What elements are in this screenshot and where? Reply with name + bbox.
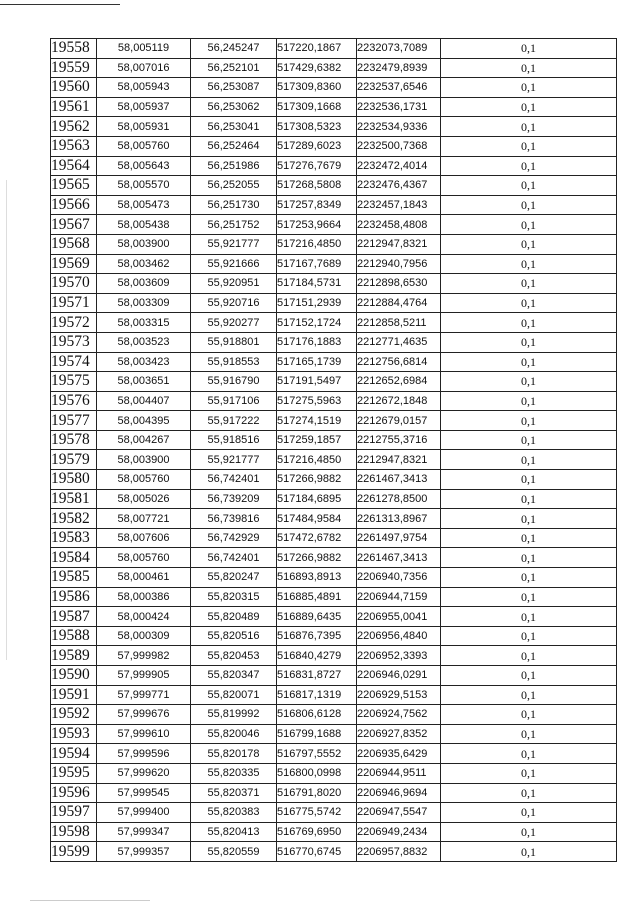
table-row <box>51 313 617 333</box>
x-coordinate-cell: 517472,6782 <box>277 528 357 548</box>
x-coordinate-cell: 517276,7679 <box>277 156 357 176</box>
longitude-cell: 55,820347 <box>191 666 277 686</box>
x-coordinate-cell: 517176,1883 <box>277 332 357 352</box>
y-coordinate-cell: 2232458,4808 <box>357 215 441 235</box>
longitude-cell: 56,742401 <box>191 470 277 490</box>
latitude-cell: 58,004407 <box>97 391 191 411</box>
x-coordinate-cell: 517165,1739 <box>277 352 357 372</box>
latitude-cell: 57,999982 <box>97 646 191 666</box>
y-coordinate-cell: 2212858,5211 <box>357 313 441 333</box>
accuracy-cell: 0,1 <box>441 332 617 352</box>
x-coordinate-cell: 517152,1724 <box>277 313 357 333</box>
accuracy-cell: 0,1 <box>441 274 617 294</box>
y-coordinate-cell: 2232500,7368 <box>357 136 441 156</box>
point-number-cell: 19592 <box>51 705 97 725</box>
accuracy-cell: 0,1 <box>441 313 617 333</box>
point-number-cell: 19586 <box>51 587 97 607</box>
point-number-cell: 19583 <box>51 528 97 548</box>
point-number-cell: 19558 <box>51 39 97 59</box>
scan-artifact-margin <box>6 180 7 660</box>
latitude-cell: 58,005438 <box>97 215 191 235</box>
table-row <box>51 489 617 509</box>
point-number-cell: 19565 <box>51 176 97 196</box>
accuracy-cell: 0,1 <box>441 587 617 607</box>
x-coordinate-cell: 516893,8913 <box>277 568 357 588</box>
accuracy-cell: 0,1 <box>441 783 617 803</box>
coordinates-table-body <box>51 39 617 862</box>
y-coordinate-cell: 2261497,9754 <box>357 528 441 548</box>
y-coordinate-cell: 2232476,4367 <box>357 176 441 196</box>
accuracy-cell: 0,1 <box>441 646 617 666</box>
accuracy-cell: 0,1 <box>441 489 617 509</box>
x-coordinate-cell: 517274,1519 <box>277 411 357 431</box>
accuracy-cell: 0,1 <box>441 803 617 823</box>
table-row <box>51 783 617 803</box>
point-number-cell: 19576 <box>51 391 97 411</box>
latitude-cell: 57,999771 <box>97 685 191 705</box>
y-coordinate-cell: 2212898,6530 <box>357 274 441 294</box>
x-coordinate-cell: 516797,5552 <box>277 744 357 764</box>
accuracy-cell: 0,1 <box>441 568 617 588</box>
table-row <box>51 705 617 725</box>
x-coordinate-cell: 517309,1668 <box>277 97 357 117</box>
longitude-cell: 55,918516 <box>191 430 277 450</box>
longitude-cell: 55,820315 <box>191 587 277 607</box>
scan-artifact-line-bottom <box>30 900 150 901</box>
accuracy-cell: 0,1 <box>441 254 617 274</box>
longitude-cell: 55,820489 <box>191 607 277 627</box>
longitude-cell: 55,820046 <box>191 724 277 744</box>
longitude-cell: 55,820413 <box>191 822 277 842</box>
longitude-cell: 55,819992 <box>191 705 277 725</box>
accuracy-cell: 0,1 <box>441 156 617 176</box>
x-coordinate-cell: 516769,6950 <box>277 822 357 842</box>
latitude-cell: 57,999347 <box>97 822 191 842</box>
x-coordinate-cell: 516806,6128 <box>277 705 357 725</box>
latitude-cell: 58,003900 <box>97 234 191 254</box>
point-number-cell: 19590 <box>51 666 97 686</box>
accuracy-cell: 0,1 <box>441 430 617 450</box>
accuracy-cell: 0,1 <box>441 78 617 98</box>
point-number-cell: 19569 <box>51 254 97 274</box>
point-number-cell: 19571 <box>51 293 97 313</box>
accuracy-cell: 0,1 <box>441 724 617 744</box>
latitude-cell: 58,003423 <box>97 352 191 372</box>
table-row <box>51 430 617 450</box>
point-number-cell: 19574 <box>51 352 97 372</box>
accuracy-cell: 0,1 <box>441 391 617 411</box>
latitude-cell: 57,999357 <box>97 842 191 862</box>
x-coordinate-cell: 516799,1688 <box>277 724 357 744</box>
accuracy-cell: 0,1 <box>441 234 617 254</box>
longitude-cell: 56,252101 <box>191 58 277 78</box>
y-coordinate-cell: 2206927,8352 <box>357 724 441 744</box>
table-row <box>51 352 617 372</box>
y-coordinate-cell: 2206957,8832 <box>357 842 441 862</box>
longitude-cell: 55,820371 <box>191 783 277 803</box>
point-number-cell: 19599 <box>51 842 97 862</box>
longitude-cell: 55,820335 <box>191 763 277 783</box>
latitude-cell: 58,005760 <box>97 548 191 568</box>
point-number-cell: 19584 <box>51 548 97 568</box>
accuracy-cell: 0,1 <box>441 744 617 764</box>
accuracy-cell: 0,1 <box>441 97 617 117</box>
x-coordinate-cell: 517191,5497 <box>277 372 357 392</box>
point-number-cell: 19561 <box>51 97 97 117</box>
latitude-cell: 58,005570 <box>97 176 191 196</box>
table-row <box>51 587 617 607</box>
x-coordinate-cell: 517266,9882 <box>277 470 357 490</box>
longitude-cell: 55,918801 <box>191 332 277 352</box>
point-number-cell: 19562 <box>51 117 97 137</box>
longitude-cell: 56,251752 <box>191 215 277 235</box>
longitude-cell: 56,245247 <box>191 39 277 59</box>
point-number-cell: 19564 <box>51 156 97 176</box>
y-coordinate-cell: 2212672,1848 <box>357 391 441 411</box>
x-coordinate-cell: 516800,0998 <box>277 763 357 783</box>
longitude-cell: 55,820247 <box>191 568 277 588</box>
accuracy-cell: 0,1 <box>441 509 617 529</box>
point-number-cell: 19573 <box>51 332 97 352</box>
longitude-cell: 56,251730 <box>191 195 277 215</box>
latitude-cell: 58,000424 <box>97 607 191 627</box>
table-row <box>51 411 617 431</box>
table-row <box>51 685 617 705</box>
y-coordinate-cell: 2206944,9511 <box>357 763 441 783</box>
point-number-cell: 19588 <box>51 626 97 646</box>
longitude-cell: 55,917106 <box>191 391 277 411</box>
point-number-cell: 19589 <box>51 646 97 666</box>
longitude-cell: 56,742929 <box>191 528 277 548</box>
table-row <box>51 332 617 352</box>
table-row <box>51 136 617 156</box>
accuracy-cell: 0,1 <box>441 705 617 725</box>
x-coordinate-cell: 517220,1867 <box>277 39 357 59</box>
latitude-cell: 58,003315 <box>97 313 191 333</box>
x-coordinate-cell: 517184,5731 <box>277 274 357 294</box>
accuracy-cell: 0,1 <box>441 411 617 431</box>
x-coordinate-cell: 517268,5808 <box>277 176 357 196</box>
y-coordinate-cell: 2206956,4840 <box>357 626 441 646</box>
y-coordinate-cell: 2206940,7356 <box>357 568 441 588</box>
latitude-cell: 58,000461 <box>97 568 191 588</box>
longitude-cell: 56,253087 <box>191 78 277 98</box>
x-coordinate-cell: 516770,6745 <box>277 842 357 862</box>
longitude-cell: 55,820383 <box>191 803 277 823</box>
accuracy-cell: 0,1 <box>441 626 617 646</box>
latitude-cell: 57,999905 <box>97 666 191 686</box>
x-coordinate-cell: 517167,7689 <box>277 254 357 274</box>
y-coordinate-cell: 2206935,6429 <box>357 744 441 764</box>
x-coordinate-cell: 517184,6895 <box>277 489 357 509</box>
x-coordinate-cell: 516817,1319 <box>277 685 357 705</box>
accuracy-cell: 0,1 <box>441 822 617 842</box>
point-number-cell: 19598 <box>51 822 97 842</box>
point-number-cell: 19567 <box>51 215 97 235</box>
y-coordinate-cell: 2212884,4764 <box>357 293 441 313</box>
point-number-cell: 19595 <box>51 763 97 783</box>
latitude-cell: 58,003523 <box>97 332 191 352</box>
latitude-cell: 58,007606 <box>97 528 191 548</box>
table-row <box>51 470 617 490</box>
point-number-cell: 19587 <box>51 607 97 627</box>
table-row <box>51 607 617 627</box>
y-coordinate-cell: 2232537,6546 <box>357 78 441 98</box>
point-number-cell: 19581 <box>51 489 97 509</box>
longitude-cell: 56,742401 <box>191 548 277 568</box>
longitude-cell: 55,916790 <box>191 372 277 392</box>
table-row <box>51 58 617 78</box>
longitude-cell: 55,921777 <box>191 450 277 470</box>
latitude-cell: 58,005643 <box>97 156 191 176</box>
accuracy-cell: 0,1 <box>441 136 617 156</box>
accuracy-cell: 0,1 <box>441 352 617 372</box>
y-coordinate-cell: 2206946,0291 <box>357 666 441 686</box>
y-coordinate-cell: 2232073,7089 <box>357 39 441 59</box>
table-row <box>51 744 617 764</box>
point-number-cell: 19560 <box>51 78 97 98</box>
table-row <box>51 646 617 666</box>
latitude-cell: 57,999610 <box>97 724 191 744</box>
latitude-cell: 57,999676 <box>97 705 191 725</box>
point-number-cell: 19597 <box>51 803 97 823</box>
point-number-cell: 19582 <box>51 509 97 529</box>
table-row <box>51 39 617 59</box>
scan-artifact-line <box>0 4 120 5</box>
latitude-cell: 58,007016 <box>97 58 191 78</box>
x-coordinate-cell: 517429,6382 <box>277 58 357 78</box>
longitude-cell: 55,820178 <box>191 744 277 764</box>
y-coordinate-cell: 2261467,3413 <box>357 470 441 490</box>
y-coordinate-cell: 2206949,2434 <box>357 822 441 842</box>
table-row <box>51 195 617 215</box>
latitude-cell: 58,007721 <box>97 509 191 529</box>
longitude-cell: 56,253041 <box>191 117 277 137</box>
accuracy-cell: 0,1 <box>441 195 617 215</box>
x-coordinate-cell: 517308,5323 <box>277 117 357 137</box>
x-coordinate-cell: 516840,4279 <box>277 646 357 666</box>
point-number-cell: 19559 <box>51 58 97 78</box>
point-number-cell: 19594 <box>51 744 97 764</box>
point-number-cell: 19563 <box>51 136 97 156</box>
y-coordinate-cell: 2212755,3716 <box>357 430 441 450</box>
table-row <box>51 803 617 823</box>
latitude-cell: 58,003309 <box>97 293 191 313</box>
coordinates-table <box>50 38 617 862</box>
longitude-cell: 55,920951 <box>191 274 277 294</box>
y-coordinate-cell: 2212940,7956 <box>357 254 441 274</box>
y-coordinate-cell: 2206952,3393 <box>357 646 441 666</box>
table-row <box>51 509 617 529</box>
accuracy-cell: 0,1 <box>441 685 617 705</box>
y-coordinate-cell: 2232479,8939 <box>357 58 441 78</box>
table-row <box>51 724 617 744</box>
x-coordinate-cell: 517259,1857 <box>277 430 357 450</box>
table-row <box>51 293 617 313</box>
longitude-cell: 55,820559 <box>191 842 277 862</box>
x-coordinate-cell: 517266,9882 <box>277 548 357 568</box>
latitude-cell: 58,005473 <box>97 195 191 215</box>
y-coordinate-cell: 2206947,5547 <box>357 803 441 823</box>
x-coordinate-cell: 517253,9664 <box>277 215 357 235</box>
latitude-cell: 58,004395 <box>97 411 191 431</box>
longitude-cell: 55,820516 <box>191 626 277 646</box>
x-coordinate-cell: 516876,7395 <box>277 626 357 646</box>
accuracy-cell: 0,1 <box>441 215 617 235</box>
latitude-cell: 58,000309 <box>97 626 191 646</box>
accuracy-cell: 0,1 <box>441 450 617 470</box>
y-coordinate-cell: 2212947,8321 <box>357 234 441 254</box>
latitude-cell: 58,005026 <box>97 489 191 509</box>
y-coordinate-cell: 2206924,7562 <box>357 705 441 725</box>
table-row <box>51 763 617 783</box>
point-number-cell: 19572 <box>51 313 97 333</box>
y-coordinate-cell: 2212756,6814 <box>357 352 441 372</box>
longitude-cell: 56,252464 <box>191 136 277 156</box>
latitude-cell: 58,005931 <box>97 117 191 137</box>
y-coordinate-cell: 2206929,5153 <box>357 685 441 705</box>
x-coordinate-cell: 517309,8360 <box>277 78 357 98</box>
y-coordinate-cell: 2232534,9336 <box>357 117 441 137</box>
table-row <box>51 78 617 98</box>
table-row <box>51 450 617 470</box>
accuracy-cell: 0,1 <box>441 39 617 59</box>
point-number-cell: 19596 <box>51 783 97 803</box>
y-coordinate-cell: 2212652,6984 <box>357 372 441 392</box>
longitude-cell: 56,739209 <box>191 489 277 509</box>
table-row <box>51 626 617 646</box>
point-number-cell: 19579 <box>51 450 97 470</box>
point-number-cell: 19591 <box>51 685 97 705</box>
longitude-cell: 55,921666 <box>191 254 277 274</box>
accuracy-cell: 0,1 <box>441 117 617 137</box>
table-row <box>51 97 617 117</box>
table-row <box>51 117 617 137</box>
longitude-cell: 56,251986 <box>191 156 277 176</box>
table-row <box>51 176 617 196</box>
accuracy-cell: 0,1 <box>441 470 617 490</box>
accuracy-cell: 0,1 <box>441 293 617 313</box>
y-coordinate-cell: 2206955,0041 <box>357 607 441 627</box>
latitude-cell: 58,003609 <box>97 274 191 294</box>
longitude-cell: 55,917222 <box>191 411 277 431</box>
longitude-cell: 56,252055 <box>191 176 277 196</box>
table-row <box>51 528 617 548</box>
x-coordinate-cell: 517216,4850 <box>277 450 357 470</box>
longitude-cell: 55,920716 <box>191 293 277 313</box>
x-coordinate-cell: 516831,8727 <box>277 666 357 686</box>
table-row <box>51 822 617 842</box>
point-number-cell: 19570 <box>51 274 97 294</box>
latitude-cell: 58,005760 <box>97 136 191 156</box>
table-row <box>51 391 617 411</box>
accuracy-cell: 0,1 <box>441 58 617 78</box>
latitude-cell: 58,003462 <box>97 254 191 274</box>
y-coordinate-cell: 2261467,3413 <box>357 548 441 568</box>
latitude-cell: 58,005760 <box>97 470 191 490</box>
y-coordinate-cell: 2232536,1731 <box>357 97 441 117</box>
accuracy-cell: 0,1 <box>441 842 617 862</box>
accuracy-cell: 0,1 <box>441 548 617 568</box>
latitude-cell: 58,005119 <box>97 39 191 59</box>
y-coordinate-cell: 2212771,4635 <box>357 332 441 352</box>
latitude-cell: 57,999545 <box>97 783 191 803</box>
latitude-cell: 58,003900 <box>97 450 191 470</box>
point-number-cell: 19568 <box>51 234 97 254</box>
x-coordinate-cell: 517216,4850 <box>277 234 357 254</box>
y-coordinate-cell: 2206944,7159 <box>357 587 441 607</box>
accuracy-cell: 0,1 <box>441 372 617 392</box>
x-coordinate-cell: 516885,4891 <box>277 587 357 607</box>
longitude-cell: 55,820453 <box>191 646 277 666</box>
table-row <box>51 372 617 392</box>
point-number-cell: 19578 <box>51 430 97 450</box>
accuracy-cell: 0,1 <box>441 666 617 686</box>
latitude-cell: 58,003651 <box>97 372 191 392</box>
latitude-cell: 57,999620 <box>97 763 191 783</box>
x-coordinate-cell: 516889,6435 <box>277 607 357 627</box>
accuracy-cell: 0,1 <box>441 176 617 196</box>
point-number-cell: 19577 <box>51 411 97 431</box>
x-coordinate-cell: 516775,5742 <box>277 803 357 823</box>
y-coordinate-cell: 2232472,4014 <box>357 156 441 176</box>
table-row <box>51 156 617 176</box>
accuracy-cell: 0,1 <box>441 763 617 783</box>
longitude-cell: 55,921777 <box>191 234 277 254</box>
longitude-cell: 56,739816 <box>191 509 277 529</box>
table-row <box>51 842 617 862</box>
y-coordinate-cell: 2261313,8967 <box>357 509 441 529</box>
y-coordinate-cell: 2261278,8500 <box>357 489 441 509</box>
latitude-cell: 58,000386 <box>97 587 191 607</box>
latitude-cell: 57,999400 <box>97 803 191 823</box>
y-coordinate-cell: 2232457,1843 <box>357 195 441 215</box>
x-coordinate-cell: 517484,9584 <box>277 509 357 529</box>
latitude-cell: 58,005937 <box>97 97 191 117</box>
longitude-cell: 55,820071 <box>191 685 277 705</box>
y-coordinate-cell: 2212947,8321 <box>357 450 441 470</box>
accuracy-cell: 0,1 <box>441 528 617 548</box>
table-row <box>51 254 617 274</box>
longitude-cell: 55,918553 <box>191 352 277 372</box>
x-coordinate-cell: 517275,5963 <box>277 391 357 411</box>
accuracy-cell: 0,1 <box>441 607 617 627</box>
point-number-cell: 19580 <box>51 470 97 490</box>
longitude-cell: 56,253062 <box>191 97 277 117</box>
point-number-cell: 19593 <box>51 724 97 744</box>
table-row <box>51 568 617 588</box>
table-row <box>51 234 617 254</box>
latitude-cell: 58,004267 <box>97 430 191 450</box>
y-coordinate-cell: 2206946,9694 <box>357 783 441 803</box>
y-coordinate-cell: 2212679,0157 <box>357 411 441 431</box>
table-row <box>51 548 617 568</box>
latitude-cell: 58,005943 <box>97 78 191 98</box>
point-number-cell: 19585 <box>51 568 97 588</box>
x-coordinate-cell: 517289,6023 <box>277 136 357 156</box>
latitude-cell: 57,999596 <box>97 744 191 764</box>
x-coordinate-cell: 517257,8349 <box>277 195 357 215</box>
longitude-cell: 55,920277 <box>191 313 277 333</box>
table-row <box>51 215 617 235</box>
table-row <box>51 666 617 686</box>
x-coordinate-cell: 516791,8020 <box>277 783 357 803</box>
point-number-cell: 19575 <box>51 372 97 392</box>
x-coordinate-cell: 517151,2939 <box>277 293 357 313</box>
point-number-cell: 19566 <box>51 195 97 215</box>
table-row <box>51 274 617 294</box>
